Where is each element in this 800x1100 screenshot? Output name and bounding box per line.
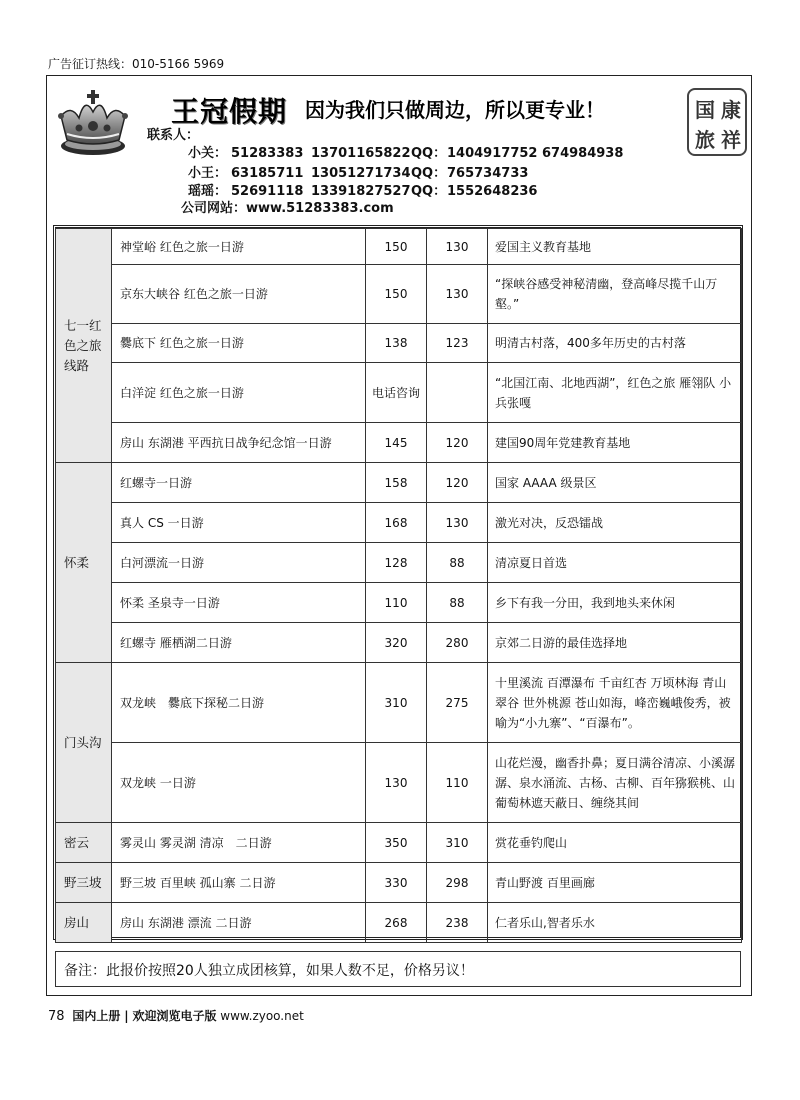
price-discount: 110 <box>427 743 488 823</box>
table-row <box>56 363 742 423</box>
table-row <box>56 823 742 863</box>
route-name: 房山 东湖港 漂流 二日游 <box>112 903 366 943</box>
route-description: 仁者乐山,智者乐水 <box>488 903 742 943</box>
price-discount: 280 <box>427 623 488 663</box>
region-cell: 房山 <box>56 903 112 943</box>
route-description: 明清古村落，400多年历史的古村落 <box>488 324 742 363</box>
route-name: 京东大峡谷 红色之旅一日游 <box>112 265 366 324</box>
route-description: 建国90周年党建教育基地 <box>488 423 742 463</box>
route-name: 怀柔 圣泉寺一日游 <box>112 583 366 623</box>
price-standard: 168 <box>366 503 427 543</box>
table-row <box>56 743 742 823</box>
price-standard: 电话咨询 <box>366 363 427 423</box>
route-name: 爨底下 红色之旅一日游 <box>112 324 366 363</box>
price-standard: 110 <box>366 583 427 623</box>
price-discount: 120 <box>427 423 488 463</box>
price-standard: 320 <box>366 623 427 663</box>
company-website: 公司网站：www.51283383.com <box>181 201 394 216</box>
contact-title: 联系人： <box>147 128 200 143</box>
region-cell: 门头沟 <box>56 663 112 823</box>
price-discount: 275 <box>427 663 488 743</box>
table-row <box>56 503 742 543</box>
region-cell: 野三坡 <box>56 863 112 903</box>
contact-row: 小关： 51283383 13701165822QQ：1404917752 674984938 <box>187 146 624 161</box>
route-name: 双龙峡 一日游 <box>112 743 366 823</box>
price-table-wrap <box>55 228 741 943</box>
route-name: 白河漂流一日游 <box>112 543 366 583</box>
price-standard: 330 <box>366 863 427 903</box>
kangxiang-travel-seal: 国 康 旅 祥 <box>687 88 747 156</box>
price-discount: 298 <box>427 863 488 903</box>
pricing-note: 备注：此报价按照20人独立成团核算，如果人数不足，价格另议！ <box>55 951 741 987</box>
route-description: 爱国主义教育基地 <box>488 229 742 265</box>
route-name: 红螺寺一日游 <box>112 463 366 503</box>
route-description: 十里溪流 百潭瀑布 千亩红杏 万顷林海 青山翠谷 世外桃源 苍山如海，峰峦巍峨俊秀，被喻为“小九寨”、“百瀑布”。 <box>488 663 742 743</box>
ad-hotline: 广告征订热线：010-5166 5969 <box>48 57 225 71</box>
price-discount: 88 <box>427 543 488 583</box>
region-cell: 七一红色之旅线路 <box>56 229 112 463</box>
brand-slogan: 因为我们只做周边，所以更专业！ <box>305 98 605 122</box>
region-cell: 怀柔 <box>56 463 112 663</box>
table-row <box>56 324 742 363</box>
route-name: 双龙峡 爨底下探秘二日游 <box>112 663 366 743</box>
route-name: 红螺寺 雁栖湖二日游 <box>112 623 366 663</box>
table-row <box>56 423 742 463</box>
brand-name: 王冠假期 <box>171 95 288 128</box>
price-discount: 88 <box>427 583 488 623</box>
price-discount: 310 <box>427 823 488 863</box>
price-standard: 310 <box>366 663 427 743</box>
price-standard: 145 <box>366 423 427 463</box>
route-description: “北国江南、北地西湖”，红色之旅 雁翎队 小兵张嘎 <box>488 363 742 423</box>
route-description: 山花烂漫，幽香扑鼻；夏日满谷清凉、小溪潺潺、泉水涌流、古杨、古柳、百年猕猴桃、山葡萄林遮天蔽日、缠绕其间 <box>488 743 742 823</box>
price-standard: 268 <box>366 903 427 943</box>
route-description: 乡下有我一分田，我到地头来休闲 <box>488 583 742 623</box>
price-standard: 350 <box>366 823 427 863</box>
route-description: 赏花垂钓爬山 <box>488 823 742 863</box>
route-name: 神堂峪 红色之旅一日游 <box>112 229 366 265</box>
price-discount: 130 <box>427 265 488 324</box>
route-description: 清凉夏日首选 <box>488 543 742 583</box>
route-description: 京郊二日游的最佳选择地 <box>488 623 742 663</box>
table-row <box>56 229 742 265</box>
price-standard: 128 <box>366 543 427 583</box>
price-discount: 120 <box>427 463 488 503</box>
contact-row: 瑶瑶： 52691118 13391827527QQ：1552648236 <box>187 184 538 199</box>
footer-separator: | <box>124 1009 129 1023</box>
region-cell: 密云 <box>56 823 112 863</box>
table-row <box>56 583 742 623</box>
price-standard: 150 <box>366 265 427 324</box>
price-discount: 123 <box>427 324 488 363</box>
price-standard: 138 <box>366 324 427 363</box>
route-description: 国家 AAAA 级景区 <box>488 463 742 503</box>
price-table <box>55 228 742 943</box>
price-standard: 158 <box>366 463 427 503</box>
table-row <box>56 265 742 324</box>
page-number: 78 <box>48 1009 65 1024</box>
table-row <box>56 623 742 663</box>
ad-sheet <box>46 75 752 996</box>
price-discount: 130 <box>427 229 488 265</box>
route-name: 野三坡 百里峡 孤山寨 二日游 <box>112 863 366 903</box>
price-discount: 130 <box>427 503 488 543</box>
route-name: 真人 CS 一日游 <box>112 503 366 543</box>
footer-slogan: 欢迎浏览电子版 <box>132 1009 217 1023</box>
table-row <box>56 863 742 903</box>
route-description: 激光对决，反恐镭战 <box>488 503 742 543</box>
table-row <box>56 463 742 503</box>
contact-row: 小王： 63185711 13051271734QQ：765734733 <box>187 166 529 181</box>
price-discount: 238 <box>427 903 488 943</box>
section-name: 国内上册 <box>72 1009 121 1023</box>
table-row <box>56 543 742 583</box>
page-footer <box>48 1007 304 1024</box>
route-name: 雾灵山 雾灵湖 清凉 二日游 <box>112 823 366 863</box>
route-name: 房山 东湖港 平西抗日战争纪念馆一日游 <box>112 423 366 463</box>
crown-icon <box>53 82 133 162</box>
route-description: “探峡谷感受神秘清幽，登高峰尽揽千山万壑。” <box>488 265 742 324</box>
price-standard: 150 <box>366 229 427 265</box>
price-discount <box>427 363 488 423</box>
route-description: 青山野渡 百里画廊 <box>488 863 742 903</box>
company-header <box>47 76 751 221</box>
footer-url: www.zyoo.net <box>220 1009 304 1023</box>
table-row <box>56 663 742 743</box>
route-name: 白洋淀 红色之旅一日游 <box>112 363 366 423</box>
price-standard: 130 <box>366 743 427 823</box>
table-row <box>56 903 742 943</box>
